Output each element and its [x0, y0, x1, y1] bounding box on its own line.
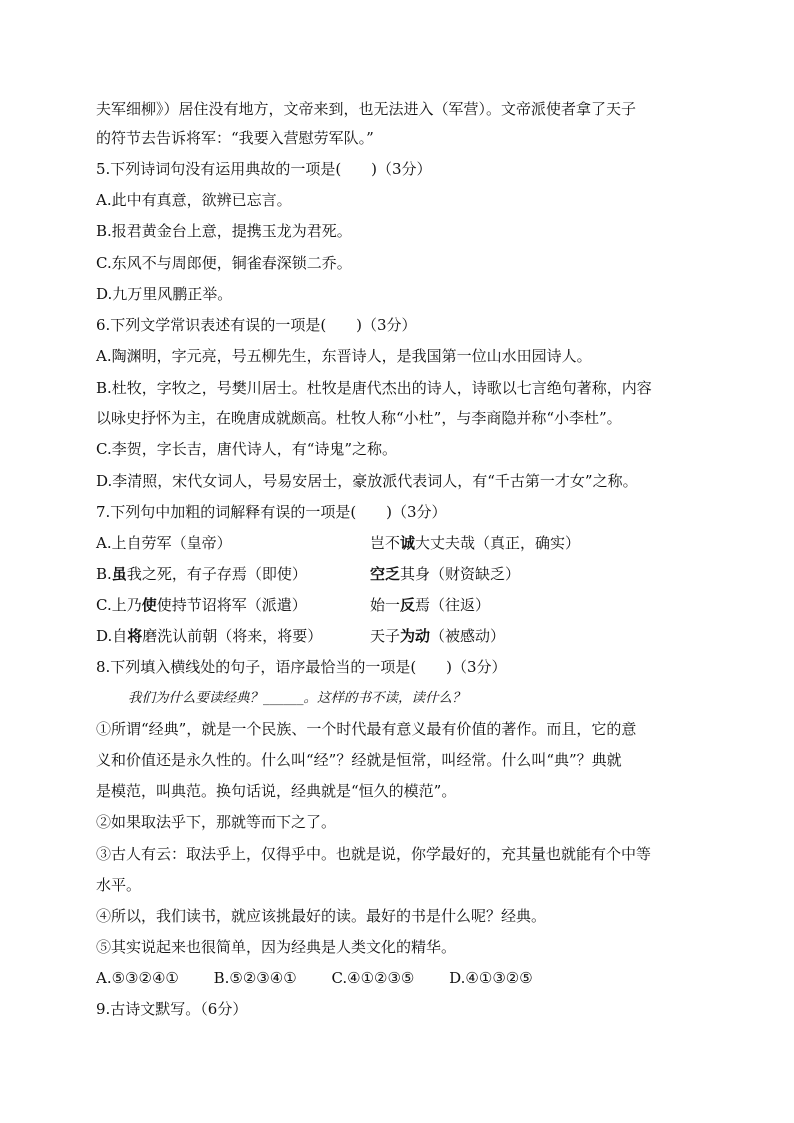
q7-a-right	[370, 532, 580, 554]
bold-word: 空乏	[370, 565, 401, 583]
q5-option-a: A.此中有真意，欲辨已忘言。	[96, 191, 292, 209]
q7-option-a	[96, 532, 232, 554]
q7-b-left-post: 我之死，有子存焉（即使）	[126, 565, 307, 583]
bold-word: 为动	[400, 627, 431, 645]
q8-option-b: B.⑤②③④①	[213, 969, 297, 987]
q7-d-left-post: 磨洗认前朝（将来，将要）	[142, 627, 323, 645]
q6-option-b: B.杜牧，字牧之，号樊川居士。杜牧是唐代杰出的诗人，诗歌以七言绝句著称，内容	[96, 379, 652, 397]
bold-word: 将	[127, 627, 143, 645]
q7-c-right-pre: 始一	[370, 596, 401, 614]
question-6: 6.下列文学常识表述有误的一项是( )（3分）	[96, 316, 417, 334]
q7-b-left-pre: B.	[96, 565, 112, 583]
q7-d-right	[370, 625, 505, 647]
q6-option-c: C.李贺，字长吉，唐代诗人，有“诗鬼”之称。	[96, 440, 398, 458]
q8-option-c: C.④①②③⑤	[331, 969, 415, 987]
q8-options	[96, 967, 563, 989]
text-line: 夫军细柳》）居住没有地方，文帝来到，也无法进入（军营）。文帝派使者拿了天子	[96, 100, 637, 118]
q7-d-right-post: （被感动）	[430, 627, 506, 645]
q7-b-right-post: 其身（财资缺乏）	[400, 565, 521, 583]
q7-a-right-post: 大丈夫哉（真正，确实）	[415, 534, 581, 552]
q7-b-right	[370, 563, 520, 585]
sentence-4: ④所以，我们读书，就应该挑最好的读。最好的书是什么呢？经典。	[96, 907, 547, 925]
bold-word: 虽	[111, 565, 127, 583]
sentence-2: ②如果取法乎下，那就等而下之了。	[96, 813, 337, 831]
text-line: 的符节去告诉将军：“我要入营慰劳军队。”	[96, 129, 374, 147]
q6-option-b-cont: 以咏史抒怀为主，在晚唐成就颇高。杜牧人称“小杜”，与李商隐并称“小李杜”。	[96, 409, 622, 427]
q6-option-d: D.李清照，宋代女词人，号易安居士，豪放派代表词人，有“千古第一才女”之称。	[96, 472, 638, 490]
q5-option-c: C.东风不与周郎便，铜雀春深锁二乔。	[96, 254, 352, 272]
q5-option-d: D.九万里风鹏正举。	[96, 285, 233, 303]
q7-c-right-post: 焉（往返）	[415, 596, 491, 614]
sentence-1-cont: 是模范，叫典范。换句话说，经典就是“恒久的模范”。	[96, 782, 457, 800]
q7-a-right-pre: 岂不	[370, 534, 401, 552]
question-7: 7.下列句中加粗的词解释有误的一项是( )（3分）	[96, 503, 447, 521]
q7-a-left: A.上自劳军（皇帝）	[96, 534, 232, 552]
sentence-1: ①所谓“经典”，就是一个民族、一个时代最有意义最有价值的著作。而且，它的意	[96, 720, 637, 738]
bold-word: 使	[141, 596, 157, 614]
q7-option-c	[96, 594, 307, 616]
sentence-1-cont: 义和价值还是永久性的。什么叫“经”？经就是恒常，叫经常。什么叫“典”？典就	[96, 751, 622, 769]
q8-stem: 我们为什么要读经典？______。这样的书不读，读什么？	[128, 690, 466, 706]
q7-d-left-pre: D.自	[96, 627, 128, 645]
q7-c-left-pre: C.上乃	[96, 596, 142, 614]
q7-option-d	[96, 625, 322, 647]
sentence-5: ⑤其实说起来也很简单，因为经典是人类文化的精华。	[96, 938, 457, 956]
q8-option-d: D.④①③②⑤	[449, 969, 533, 987]
q8-option-a: A.⑤③②④①	[96, 969, 179, 987]
q7-c-right	[370, 594, 490, 616]
q7-c-left-post: 使持节诏将军（派遣）	[156, 596, 307, 614]
q5-option-b: B.报君黄金台上意，提携玉龙为君死。	[96, 222, 352, 240]
bold-word: 诚	[400, 534, 416, 552]
question-9: 9.古诗文默写。（6分）	[96, 1000, 248, 1018]
q7-d-right-pre: 天子	[370, 627, 401, 645]
bold-word: 反	[400, 596, 416, 614]
sentence-3: ③古人有云：取法乎上，仅得乎中。也就是说，你学最好的，充其量也就能有个中等	[96, 845, 652, 863]
sentence-3-cont: 水平。	[96, 876, 142, 894]
q7-option-b	[96, 563, 307, 585]
q6-option-a: A.陶渊明，字元亮，号五柳先生，东晋诗人，是我国第一位山水田园诗人。	[96, 347, 592, 365]
question-5: 5.下列诗词句没有运用典故的一项是( )（3分）	[96, 160, 432, 178]
question-8: 8.下列填入横线处的句子，语序最恰当的一项是( )（3分）	[96, 658, 507, 676]
